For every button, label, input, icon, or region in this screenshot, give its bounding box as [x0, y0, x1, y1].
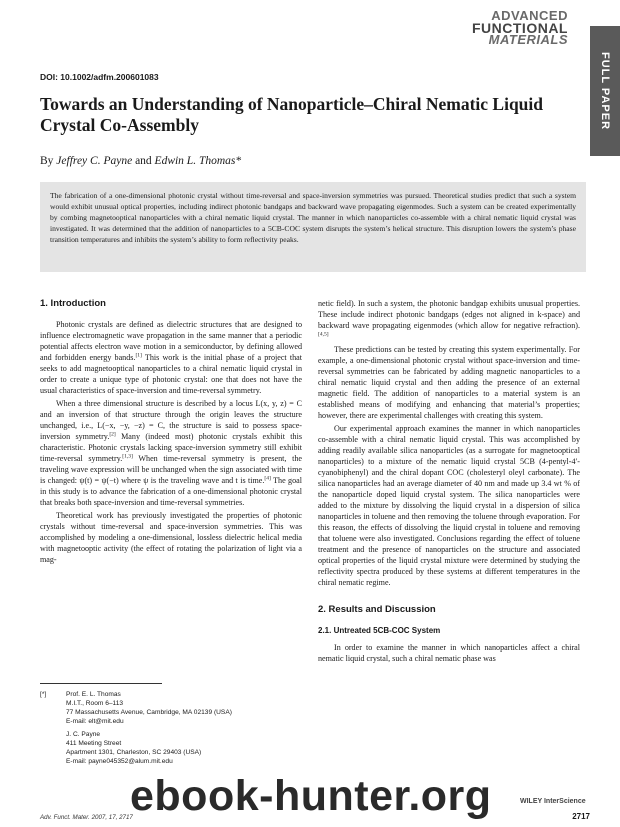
footnote-line: 411 Meeting Street	[66, 740, 122, 747]
right-paragraph-4: In order to examine the manner in which nanoparticles affect a chiral nematic liquid crystal, such a chiral nematic phase was	[318, 643, 580, 663]
intro-p2c-text: When time-reversal symmetry is present, the traveling wave expression will be unchanged when the sign associated with time is changed: ψ(t) = ψ(−t) where ψ is the traveling wave and t is time.	[40, 454, 302, 485]
left-column	[40, 298, 302, 567]
authors-and: and	[135, 155, 152, 167]
author-thomas[interactable]: Edwin L. Thomas*	[154, 155, 242, 167]
intro-p1b-text: This work is the initial phase of a project that seeks to add magnetooptical nanoparticles to a chiral nematic liquid crystal in order to create a unique type of photonic crystal: one that does not have the usual characteristics of space-inversion and time-reversal symmetry.	[40, 353, 302, 395]
page-number: 2717	[572, 812, 590, 821]
email-thomas[interactable]: E-mail: elt@mit.edu	[66, 718, 124, 725]
citation-ref[interactable]: [4,5]	[318, 331, 329, 338]
doi[interactable]: DOI: 10.1002/adfm.200601083	[40, 72, 159, 82]
footnote-payne	[66, 730, 300, 766]
footnote-thomas	[66, 690, 300, 726]
footnote-rule	[40, 683, 162, 684]
journal-logo-line2: FUNCTIONAL	[472, 20, 568, 36]
watermark: ebook-hunter.org	[130, 772, 492, 820]
authors	[40, 155, 241, 167]
citation-ref[interactable]: [1]	[135, 352, 142, 359]
journal-logo	[472, 10, 568, 46]
section-heading-introduction: 1. Introduction	[40, 298, 106, 309]
journal-citation	[40, 814, 133, 821]
intro-p2a-text: When a three dimensional structure is described by a locus L(x, y, z) = C and an inversion of that structure through the origin leaves the structure unchanged, i.e., L(−x, −y, −z) = C, the structure is said to possess space-inversion symmetry.	[40, 399, 302, 441]
intro-paragraph-3: Theoretical work has previously investigated the properties of photonic crystals without time-reversal and space-inversion symmetries. This was accomplished by modeling a one-dimensional, lossless dielectric helical media with magnetooptic activity (the effect of rotating the polarization of light via a mag-	[40, 511, 302, 564]
intro-p1-text: Photonic crystals are defined as dielectric structures that are designed to influence electromagnetic wave propagation in the same manner that a periodic potential affects electron wave motion in a semiconductor, by defining allowed and forbidden energy bands.	[40, 320, 302, 362]
author-payne[interactable]: Jeffrey C. Payne	[56, 155, 133, 167]
citation-ref[interactable]: [1,3]	[122, 453, 133, 460]
citation-text: Adv. Funct. Mater. 2007, 17, 2717	[40, 814, 133, 821]
right-paragraph-2: These predictions can be tested by creating this system experimentally. For example, a one-dimensional photonic crystal without space-inversion and time-reversal symmetries can be fabricated by adding magnetic nanoparticles to a chiral nematic liquid crystal and then adding the presence of an external magnetic field. The addition of nanoparticles to a material system is an established means of modifying and enhancing that material’s properties; however, there are experimental challenges with creating this system.	[318, 345, 580, 420]
footnote-line: M.I.T., Room 6–113	[66, 700, 124, 707]
author-footnote	[40, 690, 300, 770]
section-heading-results: 2. Results and Discussion	[318, 604, 436, 615]
article-title: Towards an Understanding of Nanoparticle–Chiral Nematic Liquid Crystal Co-Assembly	[40, 94, 544, 135]
right-p1-text: netic field). In such a system, the photonic bandgap exhibits unusual properties. These include indirect photonic bandgaps (edges not aligned in k-space) and backward wave propagating eigenmodes (which allow for negative refraction).	[318, 299, 580, 330]
email-payne[interactable]: E-mail: payne045352@alum.mit.edu	[66, 758, 173, 765]
citation-ref[interactable]: [4]	[264, 475, 271, 482]
footnote-line: J. C. Payne	[66, 731, 101, 738]
right-paragraph-3: Our experimental approach examines the manner in which nanoparticles co-assemble with a chiral nematic liquid crystal. This was accomplished by adding readily available silica nanoparticles (as a surrogate for magnetooptical nanoparticles) to a mixture of the nematic liquid crystal 5CB (4-pentyl-4′-cyanobiphenyl) and the chiral dopant COC (cholesteryl oleyl carbonate). The silica nanoparticles had an average diameter of 40 nm and made up 3.4 wt % of the nanoparticle doped liquid crystal system. The silica nanoparticles were added to the mixture by dissolving the liquid crystal in a dispersion of silica nanoparticles in toluene and then removing the toluene through evaporation. For this reason, the effects of dissolving the liquid crystal in toluene and removing that toluene were also investigated. Conclusions regarding the effect of toluene treatment and the presence of nanoparticles on the structure and associated optical properties of the liquid crystal mixture were determined by studying the reflectivity spectra produced by these systems at different temperatures in the chiral nematic regime.	[318, 424, 580, 587]
journal-logo-line3: MATERIALS	[488, 32, 568, 47]
full-paper-label: FULL PAPER	[599, 51, 611, 131]
authors-by: By	[40, 155, 54, 167]
footnote-line: Apartment 1301, Charleston, SC 29403 (USA)	[66, 749, 202, 756]
full-paper-tab	[590, 26, 620, 156]
citation-ref[interactable]: [2]	[109, 431, 116, 438]
footnote-line: Prof. E. L. Thomas	[66, 691, 121, 698]
right-column	[318, 298, 580, 666]
abstract: The fabrication of a one-dimensional photonic crystal without time-reversal and space-inversion symmetries was pursued. Theoretical studies predict that such a system would exhibit unusual optical properties, including indirect photonic bandgaps and backward wave propagating eigenmodes. Such a system can be created experimentally by combing magnetooptical nanoparticles with a chiral nematic liquid crystal. The manner in which nanoparticles co-assemble with a chiral nematic liquid crystal was investigated. It was determined that the addition of nanoparticles to a 5CB-COC system disrupts the system’s helical structure. This disruption lowers the system’s phase transition temperatures and inhibits the system’s ability to form reflectivity peaks.	[40, 182, 586, 272]
right-paragraph-1	[318, 298, 580, 342]
journal-logo-line1: ADVANCED	[491, 8, 568, 23]
subsection-heading-untreated: 2.1. Untreated 5CB-COC System	[318, 626, 441, 635]
wiley-logo: WILEY InterScience	[520, 798, 586, 805]
intro-p2d-text: The goal in this study is to advance the fabrication of a one-dimensional photonic crystal that breaks both space-inversion and time-reversal symmetries.	[40, 476, 302, 507]
footnote-mark: [*]	[40, 691, 47, 698]
footnote-line: 77 Massachusetts Avenue, Cambridge, MA 02139 (USA)	[66, 709, 232, 716]
intro-paragraph-1	[40, 319, 302, 396]
intro-p2b-text: Many (indeed most) photonic crystals exhibit this characteristic. Photonic crystals lacking space-inversion symmetry still exhibit time-reversal symmetry.	[40, 432, 302, 463]
intro-paragraph-2	[40, 398, 302, 508]
